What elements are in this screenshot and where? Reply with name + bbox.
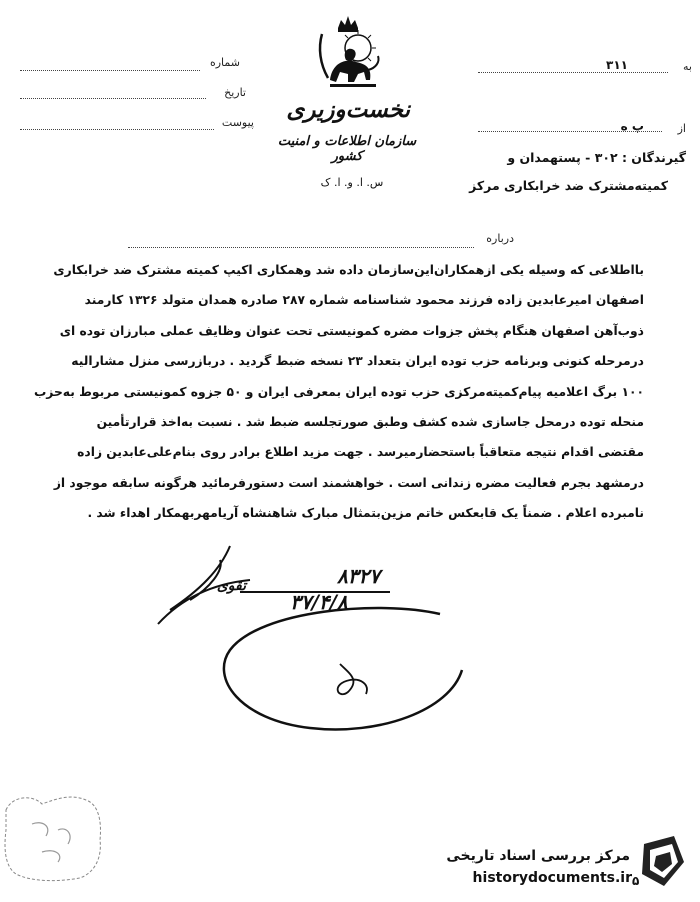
body-line: مقتضی اقدام نتیجه متعاقباً باستحضارمیرسد . جهت مزید اطلاع برادر روی بنام‌علی‌عابدین زاده	[77, 445, 644, 460]
handwritten-note-label: تقوی	[216, 578, 246, 594]
watermark-org-name: مرکز بررسی اسناد تاریخی	[446, 848, 630, 864]
handwritten-number: ۸۳۲۷	[337, 564, 380, 588]
recipients-line-1: گیرندگان : ۳۰۲ - پستهمدان و	[507, 150, 686, 165]
date-label: تاریخ	[224, 86, 246, 99]
body-line: نامبرده اعلام . ضمناً یک قابعکس خاتم مزین‌بتمثال مبارک شاهنشاه آریامهر‌بهمکار اهداء شد .	[87, 506, 644, 521]
body-line: درمشهد بجرم فعالیت مضره زندانی است . خواهشمند است دستورفرمائید هرگونه سابقه موجود از	[53, 475, 644, 490]
body-line: بااطلاعی که وسیله یکی ازهمکاران‌این‌سازمان داده شد وهمکاری اکیپ کمیته مشترک ضد خرابکاری	[53, 263, 644, 277]
body-line: اصفهان امیرعابدین زاده فرزند محمود شناسنامه شماره ۲۸۷ صادره همدان متولد ۱۳۲۶ کارمند	[84, 293, 644, 308]
letterhead-code: س. ا. و. ا. ک	[320, 176, 384, 189]
from-value: پ ه	[620, 119, 644, 133]
watermark-url: historydocuments.ir	[472, 870, 632, 886]
letterhead-subtitle: سازمان اطلاعات و امنیت کشور	[277, 134, 417, 164]
attachment-label: پیوست	[221, 116, 254, 129]
number-label: شماره	[209, 56, 240, 69]
handwritten-date: ۳۷/۴/۸	[290, 590, 348, 614]
body-line: منحله توده درمحل جاسازی شده کشف وطبق صورتجلسه ضبط شد . نسبت به‌اخذ قرارتأمین	[96, 415, 644, 430]
from-label: از	[677, 122, 686, 135]
to-value: ۳۱۱	[606, 58, 628, 72]
subject-label: درباره	[486, 232, 514, 245]
body-line: ذوب‌آهن اصفهان هنگام پخش جزوات مضره کمونیستی تحت عنوان وظایف عملی مبارزان توده ای	[59, 323, 644, 338]
letterhead-title: نخست‌وزیری	[286, 96, 410, 123]
stamp-icon	[2, 790, 112, 885]
lion-and-sun-emblem-icon	[308, 8, 388, 100]
letter-body	[26, 255, 644, 529]
body-line: درمرحله کنونی وبرنامه حزب توده ایران بتعداد ۲۳ نسخه ضبط گردید . دربازرسی منزل مشارالیه	[71, 354, 644, 369]
recipients-line-2: کمیته‌مشترک ضد خرابکاری مرکز	[469, 178, 668, 193]
signature-icon	[200, 600, 470, 750]
to-label: به	[683, 60, 692, 73]
body-line: ۱۰۰ برگ اعلامیه پیام‌کمیته‌مرکزی حزب توده ایران بمعرفی ایران و ۵۰ جزوه کمونیستی مربوط به‌حزب	[33, 384, 644, 399]
page-number: ۵	[632, 874, 640, 888]
